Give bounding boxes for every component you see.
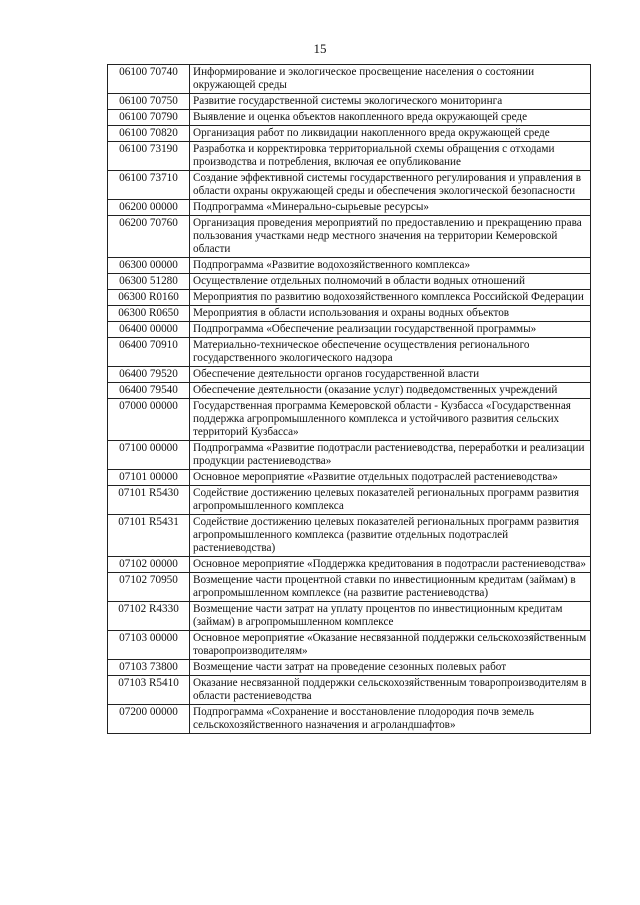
row-code: 07103 73800 xyxy=(108,660,190,676)
row-code: 07100 00000 xyxy=(108,441,190,470)
row-description: Разработка и корректировка территориальной схемы обращения с отходами производства и потребления, включая ее опубликование xyxy=(190,142,591,171)
row-description: Обеспечение деятельности органов государственной власти xyxy=(190,367,591,383)
table-row xyxy=(108,322,591,338)
table-row xyxy=(108,258,591,274)
table-row xyxy=(108,126,591,142)
table-row xyxy=(108,383,591,399)
row-code: 06100 70750 xyxy=(108,94,190,110)
row-code: 07101 R5431 xyxy=(108,515,190,557)
table-row xyxy=(108,171,591,200)
row-code: 07102 R4330 xyxy=(108,602,190,631)
row-description: Содействие достижению целевых показателей региональных программ развития агропромышленного комплекса (развитие отдельных подотраслей растениеводства) xyxy=(190,515,591,557)
row-code: 07102 70950 xyxy=(108,573,190,602)
row-code: 06400 79540 xyxy=(108,383,190,399)
row-description: Создание эффективной системы государственного регулирования и управления в области охраны окружающей среды и обеспечения экологической безопасности xyxy=(190,171,591,200)
row-description: Материально-техническое обеспечение осуществления регионального государственного экологического надзора xyxy=(190,338,591,367)
row-code: 07101 00000 xyxy=(108,470,190,486)
table-row xyxy=(108,200,591,216)
table-row xyxy=(108,65,591,94)
row-description: Выявление и оценка объектов накопленного вреда окружающей среде xyxy=(190,110,591,126)
row-description: Возмещение части затрат на проведение сезонных полевых работ xyxy=(190,660,591,676)
row-code: 06100 70740 xyxy=(108,65,190,94)
row-code: 06400 70910 xyxy=(108,338,190,367)
row-description: Подпрограмма «Развитие подотрасли растениеводства, переработки и реализации продукции растениеводства» xyxy=(190,441,591,470)
row-description: Осуществление отдельных полномочий в области водных отношений xyxy=(190,274,591,290)
table-row xyxy=(108,557,591,573)
table-row xyxy=(108,338,591,367)
table-row xyxy=(108,274,591,290)
row-code: 07103 R5410 xyxy=(108,676,190,705)
table-row xyxy=(108,441,591,470)
row-code: 06300 51280 xyxy=(108,274,190,290)
table-row xyxy=(108,290,591,306)
row-code: 06200 00000 xyxy=(108,200,190,216)
table-row xyxy=(108,110,591,126)
row-description: Подпрограмма «Развитие водохозяйственного комплекса» xyxy=(190,258,591,274)
table-row xyxy=(108,676,591,705)
row-description: Основное мероприятие «Поддержка кредитования в подотрасли растениеводства» xyxy=(190,557,591,573)
table-row xyxy=(108,486,591,515)
table-row xyxy=(108,631,591,660)
row-description: Организация проведения мероприятий по предоставлению и прекращению права пользования участками недр местного значения на территории Кемеровской области xyxy=(190,216,591,258)
table-row xyxy=(108,573,591,602)
row-description: Основное мероприятие «Развитие отдельных подотраслей растениеводства» xyxy=(190,470,591,486)
row-code: 06400 00000 xyxy=(108,322,190,338)
row-description: Развитие государственной системы экологического мониторинга xyxy=(190,94,591,110)
row-description: Обеспечение деятельности (оказание услуг) подведомственных учреждений xyxy=(190,383,591,399)
row-description: Возмещение части процентной ставки по инвестиционным кредитам (займам) в агропромышленном комплексе (на развитие растениеводства) xyxy=(190,573,591,602)
table-row xyxy=(108,660,591,676)
row-code: 07103 00000 xyxy=(108,631,190,660)
row-code: 06100 73710 xyxy=(108,171,190,200)
table-body xyxy=(108,65,591,734)
table-row xyxy=(108,142,591,171)
row-description: Оказание несвязанной поддержки сельскохозяйственным товаропроизводителям в области растениеводства xyxy=(190,676,591,705)
table-row xyxy=(108,306,591,322)
budget-classification-table xyxy=(107,64,591,734)
row-code: 06100 73190 xyxy=(108,142,190,171)
row-code: 07101 R5430 xyxy=(108,486,190,515)
row-description: Возмещение части затрат на уплату процентов по инвестиционным кредитам (займам) в агропромышленном комплексе xyxy=(190,602,591,631)
row-description: Мероприятия в области использования и охраны водных объектов xyxy=(190,306,591,322)
table-row xyxy=(108,399,591,441)
row-code: 06300 00000 xyxy=(108,258,190,274)
row-description: Содействие достижению целевых показателей региональных программ развития агропромышленного комплекса xyxy=(190,486,591,515)
row-description: Мероприятия по развитию водохозяйственного комплекса Российской Федерации xyxy=(190,290,591,306)
table-row xyxy=(108,705,591,734)
row-code: 07000 00000 xyxy=(108,399,190,441)
row-code: 07200 00000 xyxy=(108,705,190,734)
table-row xyxy=(108,602,591,631)
row-code: 07102 00000 xyxy=(108,557,190,573)
table-row xyxy=(108,515,591,557)
table-row xyxy=(108,367,591,383)
row-description: Организация работ по ликвидации накопленного вреда окружающей среде xyxy=(190,126,591,142)
row-description: Основное мероприятие «Оказание несвязанной поддержки сельскохозяйственным товаропроизводителям» xyxy=(190,631,591,660)
page-number: 15 xyxy=(313,41,327,56)
row-description: Подпрограмма «Сохранение и восстановление плодородия почв земель сельскохозяйственного назначения и агроландшафтов» xyxy=(190,705,591,734)
row-code: 06100 70820 xyxy=(108,126,190,142)
table-row xyxy=(108,94,591,110)
table-row xyxy=(108,216,591,258)
table-row xyxy=(108,470,591,486)
row-description: Государственная программа Кемеровской области - Кузбасса «Государственная поддержка агропромышленного комплекса и устойчивого развития сельских территорий Кузбасса» xyxy=(190,399,591,441)
row-description: Подпрограмма «Минерально-сырьевые ресурсы» xyxy=(190,200,591,216)
row-description: Информирование и экологическое просвещение населения о состоянии окружающей среды xyxy=(190,65,591,94)
row-code: 06400 79520 xyxy=(108,367,190,383)
row-code: 06300 R0650 xyxy=(108,306,190,322)
row-description: Подпрограмма «Обеспечение реализации государственной программы» xyxy=(190,322,591,338)
row-code: 06200 70760 xyxy=(108,216,190,258)
row-code: 06300 R0160 xyxy=(108,290,190,306)
row-code: 06100 70790 xyxy=(108,110,190,126)
